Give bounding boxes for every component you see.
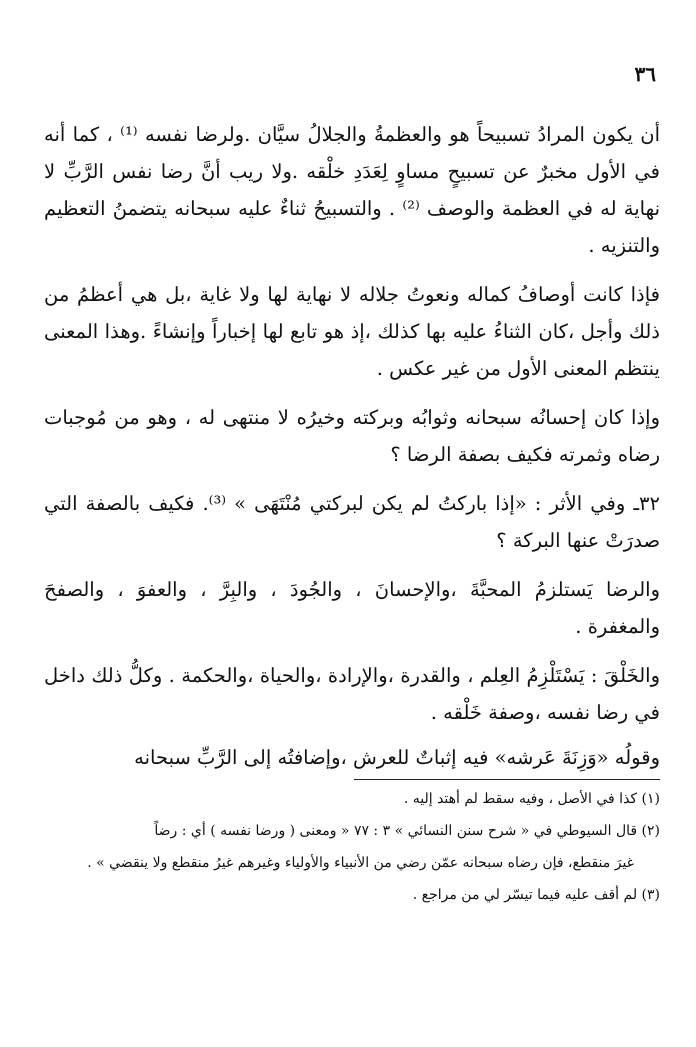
paragraph-3: وإذا كان إحسانُه سبحانه وثوابُه وبركته وخيرُه لا منتهى له ، وهو من مُوجبات رضاه وثمرته فكيف بصفة الرضا ؟ xyxy=(44,406,660,466)
paragraph-6: والخَلْقَ : يَسْتَلْزِمُ العِلم ، والقدرة ،والإرادة ،والحياة ،والحكمة . وكلُّ ذلك داخل في رضا نفسه ،وصفة خَلْقه . xyxy=(44,664,660,724)
footnotes xyxy=(48,785,660,913)
paragraph-2: فإذا كانت أوصافُ كماله ونعوتُ جلاله لا نهاية لها ولا غاية ،بل هي أعظمُ من ذلك وأجل ،كان الثناءُ عليه بها كذلك ،إذ هو تابع لها إخباراً وإنشاءً .وهذا المعنى ينتظم المعنى الأول من غير عكس . xyxy=(44,283,660,380)
page-number: ٣٦ xyxy=(634,62,656,86)
paragraph-1: أن يكون المرادُ تسبيحاً هو والعظمةُ والجلالُ سيَّان .ولرضا نفسه ⁽¹⁾ ، كما أنه في الأول مخبرٌ عن تسبيحٍ مساوٍ لِعَدَدِ خلْقه .ولا ريب أنَّ رضا نفس الرَّبِّ لا نهاية له في العظمة والوصف ⁽²⁾ . والتسبيحُ ثناءٌ عليه سبحانه يتضمنُ التعظيم والتنزيه . xyxy=(44,123,660,257)
footnote-2-continued: غيرَ منقطع، فإن رضاه سبحانه عمّن رضي من الأنبياء والأولياء وغيرهم غيرُ منقطع ولا ينقضي » . xyxy=(87,855,634,871)
paragraph-4: ٣٢ـ وفي الأثر : «إذا باركتُ لم يكن لبركتي مُنْتَهَى » ⁽³⁾. فكيف بالصفة التي صدرَتْ عنها البركة ؟ xyxy=(44,492,660,552)
footnote-3: (٣) لم أقف عليه فيما تيسّر لي من مراجع . xyxy=(412,887,660,903)
footnote-2: (٢) قال السيوطي في « شرح سنن النسائي » ٣ : ٧٧ « ومعنى ( ورضا نفسه ) أي : رضاً xyxy=(154,823,660,839)
footnote-1: (١) كذا في الأصل ، وفيه سقط لم أهتد إليه . xyxy=(403,791,660,807)
footnote-separator xyxy=(354,779,660,780)
main-text xyxy=(44,116,660,784)
paragraph-7: وقولُه «وَزِنَةَ عَرشه» فيه إثباتٌ للعرش ،وإضافتُه إلى الرَّبِّ سبحانه xyxy=(134,746,660,769)
paragraph-5: والرضا يَستلزمُ المحبَّةَ ،والإحسانَ ، والجُودَ ، والبِرَّ ، والعفوَ ، والصفحَ والمغفرة . xyxy=(44,578,660,638)
